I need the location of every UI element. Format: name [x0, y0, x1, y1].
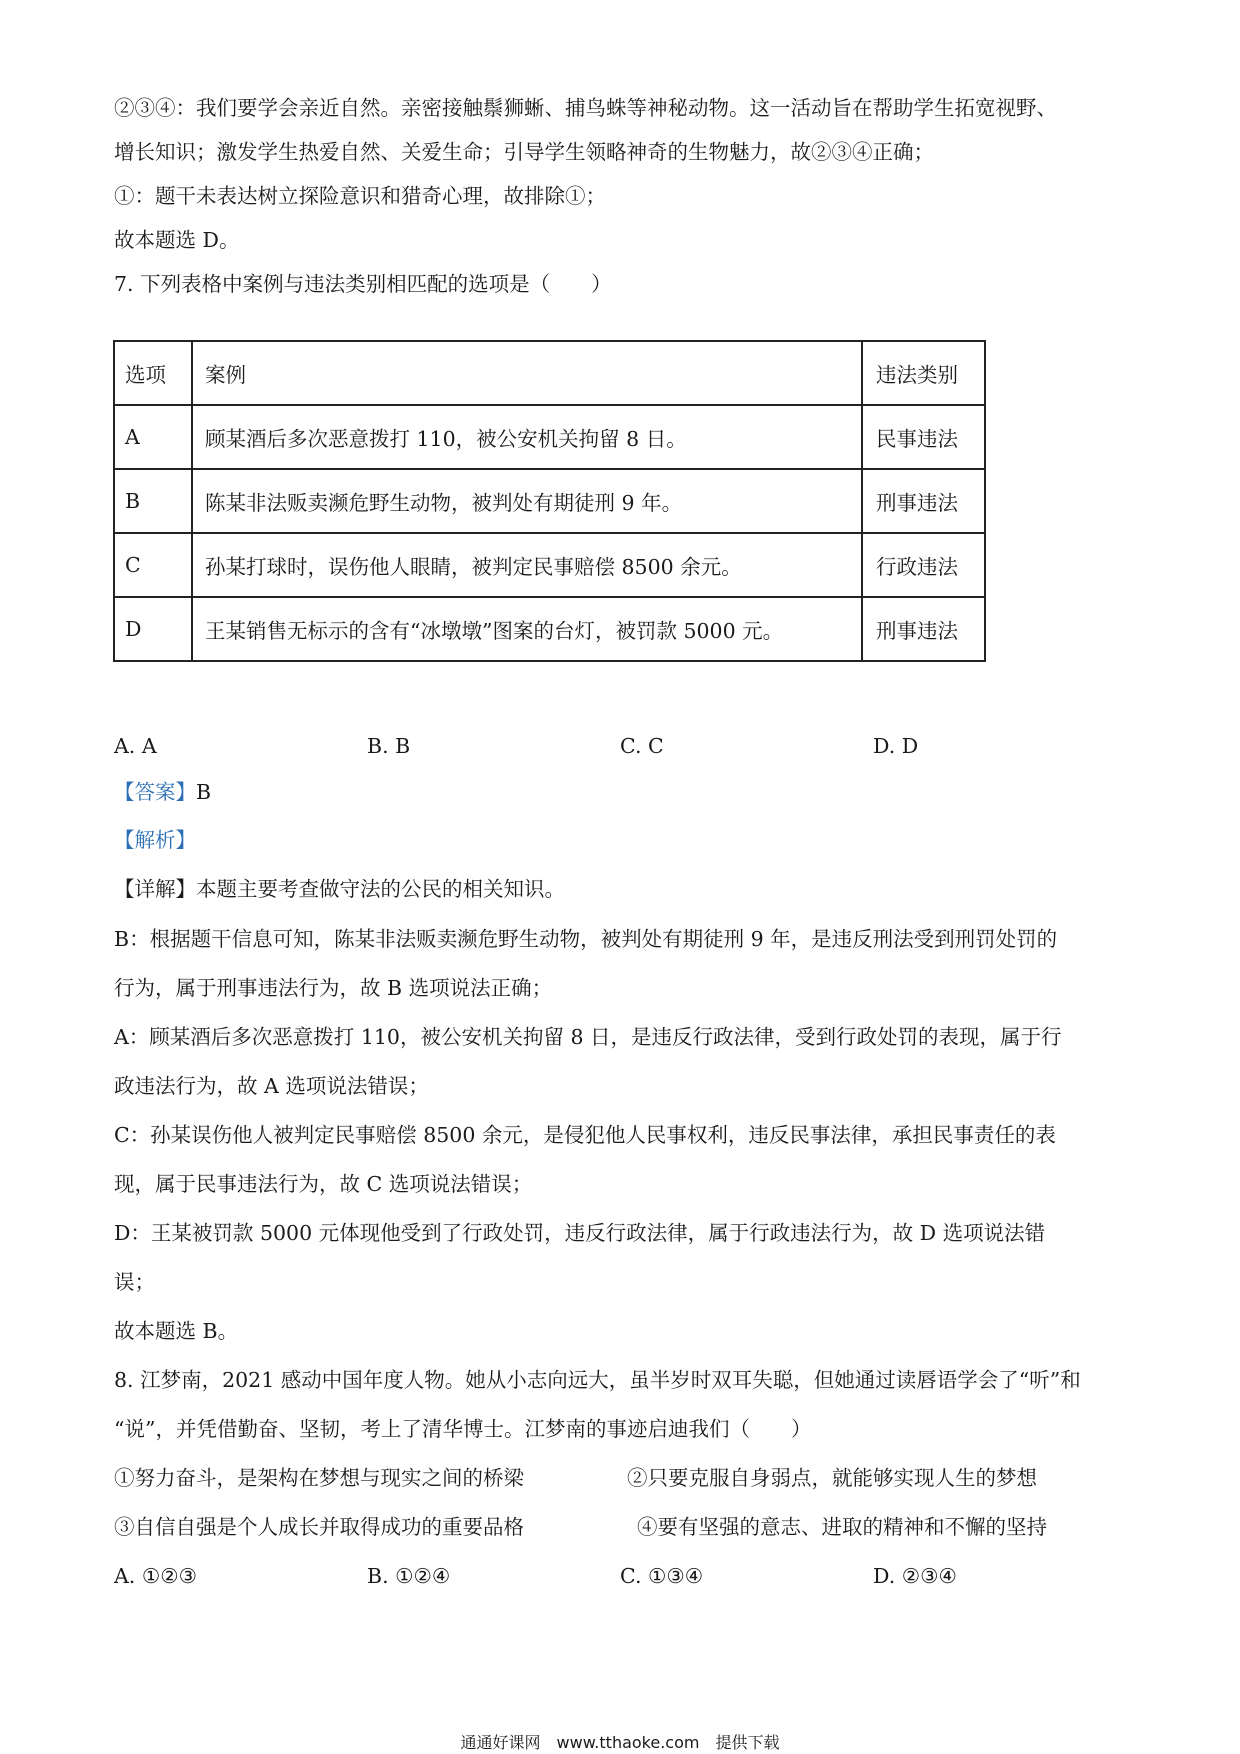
table-row: [114, 533, 985, 597]
q8-option-c: C. ①③④: [620, 1564, 704, 1588]
q7-stem: 7. 下列表格中案例与违法类别相匹配的选项是（ ）: [114, 272, 612, 296]
q7-detail: 【详解】本题主要考查做守法的公民的相关知识。: [114, 877, 565, 901]
q8-statement-2: ②只要克服自身弱点，就能够实现人生的梦想: [627, 1466, 1037, 1490]
table-cell: B: [114, 469, 192, 533]
table-header-row: [114, 341, 985, 405]
q8-statement-4: ④要有坚强的意志、进取的精神和不懈的坚持: [637, 1515, 1047, 1539]
page-footer: 通通好课网 www.tthaoke.com 提供下载: [460, 1733, 780, 1752]
q8-option-d: D. ②③④: [873, 1564, 957, 1588]
q7-option-c: C. C: [620, 734, 664, 758]
q7-analysis-tag: [114, 828, 196, 852]
table-row: [114, 405, 985, 469]
q7-option-a: A. A: [114, 734, 157, 758]
answer-value: B: [196, 780, 212, 804]
q8-option-b: B. ①②④: [367, 1564, 451, 1588]
intro-line-4: 故本题选 D。: [114, 228, 240, 252]
q8-stem-line-1: 8. 江梦南，2021 感动中国年度人物。她从小志向远大，虽半岁时双耳失聪，但她通过读唇语学会了“听”和: [114, 1368, 1081, 1392]
table-row: [114, 469, 985, 533]
analysis-tag: 【解析】: [114, 828, 196, 852]
q7-option-d: D. D: [873, 734, 919, 758]
q7-explain-line: 故本题选 B。: [114, 1319, 239, 1343]
intro-line-3: ①：题干未表达树立探险意识和猎奇心理，故排除①；: [114, 184, 606, 208]
q8-stem-line-2: “说”，并凭借勤奋、坚韧，考上了清华博士。江梦南的事迹启迪我们（ ）: [114, 1417, 812, 1441]
q7-answer: [114, 780, 211, 804]
table-header-cell: 违法类别: [862, 341, 985, 405]
q7-explain-line: A：顾某酒后多次恶意拨打 110，被公安机关拘留 8 日，是违反行政法律，受到行政处罚的表现，属于行: [114, 1025, 1062, 1049]
table-row: [114, 597, 985, 661]
intro-line-1: ②③④：我们要学会亲近自然。亲密接触鬃狮蜥、捕鸟蛛等神秘动物。这一活动旨在帮助学生拓宽视野、: [114, 96, 1057, 120]
table-cell: 顾某酒后多次恶意拨打 110，被公安机关拘留 8 日。: [192, 405, 862, 469]
q8-statement-1: ①努力奋斗，是架构在梦想与现实之间的桥梁: [114, 1466, 524, 1490]
q7-explain-line: 现，属于民事违法行为，故 C 选项说法错误；: [114, 1172, 533, 1196]
q7-explain-line: 误；: [114, 1270, 155, 1294]
q7-option-b: B. B: [367, 734, 411, 758]
table-header-cell: 选项: [114, 341, 192, 405]
table-header-cell: 案例: [192, 341, 862, 405]
q7-explain-line: B：根据题干信息可知，陈某非法贩卖濒危野生动物，被判处有期徒刑 9 年，是违反刑法受到刑罚处罚的: [114, 927, 1058, 951]
table-cell: 孙某打球时，误伤他人眼睛，被判定民事赔偿 8500 余元。: [192, 533, 862, 597]
q8-option-a: A. ①②③: [114, 1564, 197, 1588]
table-cell: 陈某非法贩卖濒危野生动物，被判处有期徒刑 9 年。: [192, 469, 862, 533]
intro-line-2: 增长知识；激发学生热爱自然、关爱生命；引导学生领略神奇的生物魅力，故②③④正确；: [114, 140, 934, 164]
table-cell: A: [114, 405, 192, 469]
table-cell: 行政违法: [862, 533, 985, 597]
q7-table: [113, 340, 986, 662]
table-cell: 刑事违法: [862, 597, 985, 661]
q7-explain-line: 政违法行为，故 A 选项说法错误；: [114, 1074, 429, 1098]
table-cell: 王某销售无标示的含有“冰墩墩”图案的台灯，被罚款 5000 元。: [192, 597, 862, 661]
table-cell: C: [114, 533, 192, 597]
table-cell: 刑事违法: [862, 469, 985, 533]
q7-explain-line: C：孙某误伤他人被判定民事赔偿 8500 余元，是侵犯他人民事权利，违反民事法律，承担民事责任的表: [114, 1123, 1056, 1147]
table-cell: D: [114, 597, 192, 661]
q7-explain-line: D：王某被罚款 5000 元体现他受到了行政处罚，违反行政法律，属于行政违法行为，故 D 选项说法错: [114, 1221, 1046, 1245]
table-cell: 民事违法: [862, 405, 985, 469]
q8-statement-3: ③自信自强是个人成长并取得成功的重要品格: [114, 1515, 524, 1539]
q7-explain-line: 行为，属于刑事违法行为，故 B 选项说法正确；: [114, 976, 553, 1000]
answer-tag: 【答案】: [114, 780, 196, 804]
